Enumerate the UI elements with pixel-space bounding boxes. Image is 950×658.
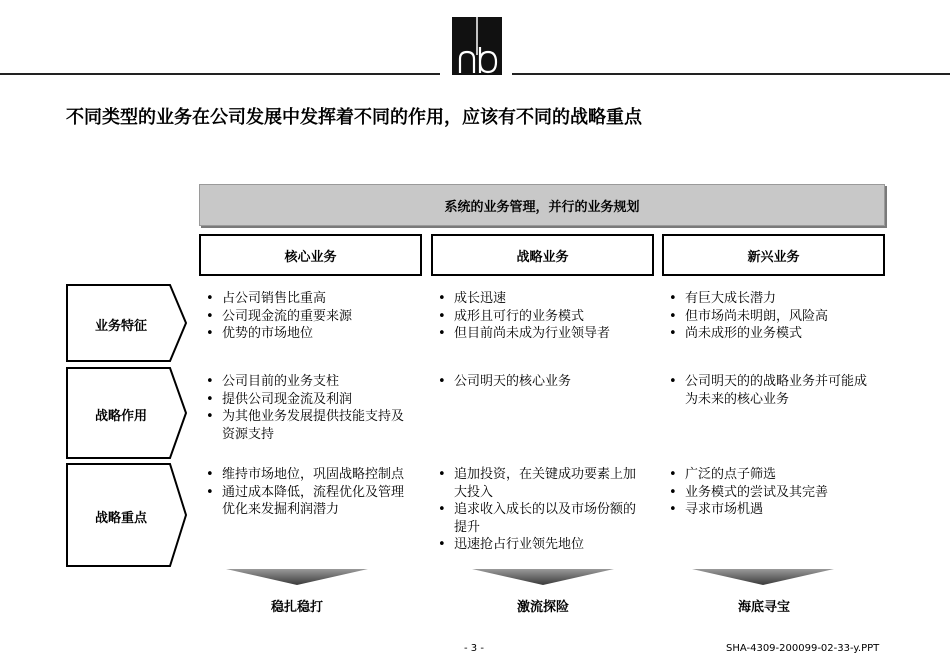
column-header-strategic: 战略业务 — [431, 234, 654, 276]
cell-role-strategic — [431, 373, 654, 391]
list-item: • 但目前尚未成为行业领导者 — [431, 325, 654, 343]
list-item: • 寻求市场机遇 — [662, 501, 885, 519]
list-item: • 尚未成形的业务模式 — [662, 325, 885, 343]
banner: 系统的业务管理，并行的业务规划 — [199, 184, 885, 226]
cell-characteristics-strategic — [431, 290, 654, 343]
cell-characteristics-core — [199, 290, 414, 343]
document-code: SHA-4309-200099-02-33-y.PPT — [726, 643, 880, 654]
list-item: • 提供公司现金流及利润 — [199, 391, 414, 409]
list-item: • 追求收入成长的以及市场份额的提升 — [431, 501, 646, 536]
row-label-characteristics — [66, 284, 188, 362]
cell-role-core — [199, 373, 414, 443]
cell-characteristics-emerging — [662, 290, 885, 343]
down-arrow-icon — [226, 569, 368, 585]
list-item: • 公司明天的核心业务 — [431, 373, 654, 391]
list-item: • 公司目前的业务支柱 — [199, 373, 414, 391]
list-item: • 公司明天的的战略业务并可能成为未来的核心业务 — [662, 373, 877, 408]
down-arrow-icon — [692, 569, 834, 585]
list-item: • 业务模式的尝试及其完善 — [662, 484, 885, 502]
row-label-focus — [66, 463, 188, 567]
list-item: • 广泛的点子筛选 — [662, 466, 885, 484]
list-item: • 优势的市场地位 — [199, 325, 414, 343]
column-header-emerging: 新兴业务 — [662, 234, 885, 276]
list-item: • 但市场尚未明朗，风险高 — [662, 308, 885, 326]
page-title: 不同类型的业务在公司发展中发挥着不同的作用，应该有不同的战略重点 — [66, 107, 642, 128]
cell-focus-core — [199, 466, 414, 519]
list-item: • 占公司销售比重高 — [199, 290, 414, 308]
header-rule-left — [0, 73, 440, 75]
row-label-text: 战略重点 — [94, 511, 147, 526]
list-item: • 通过成本降低，流程优化及管理优化来发掘利润潜力 — [199, 484, 414, 519]
down-arrow-icon — [472, 569, 614, 585]
outcome-emerging: 海底寻宝 — [737, 600, 790, 615]
row-label-role — [66, 367, 188, 459]
list-item: • 公司现金流的重要来源 — [199, 308, 414, 326]
list-item: • 追加投资，在关键成功要素上加大投入 — [431, 466, 646, 501]
outcome-core: 稳扎稳打 — [270, 600, 323, 615]
page-number: - 3 - — [464, 643, 484, 654]
company-logo — [452, 17, 502, 75]
cell-focus-emerging — [662, 466, 885, 519]
list-item: • 成长迅速 — [431, 290, 654, 308]
list-item: • 为其他业务发展提供技能支持及资源支持 — [199, 408, 414, 443]
list-item: • 迅速抢占行业领先地位 — [431, 536, 646, 554]
list-item: • 有巨大成长潜力 — [662, 290, 885, 308]
column-header-core: 核心业务 — [199, 234, 422, 276]
header-rule-right — [512, 73, 950, 75]
list-item: • 维持市场地位，巩固战略控制点 — [199, 466, 414, 484]
cell-focus-strategic — [431, 466, 646, 554]
row-label-text: 战略作用 — [94, 409, 147, 424]
list-item: • 成形且可行的业务模式 — [431, 308, 654, 326]
row-label-text: 业务特征 — [94, 319, 147, 334]
cell-role-emerging — [662, 373, 877, 408]
outcome-strategic: 激流探险 — [516, 600, 569, 615]
